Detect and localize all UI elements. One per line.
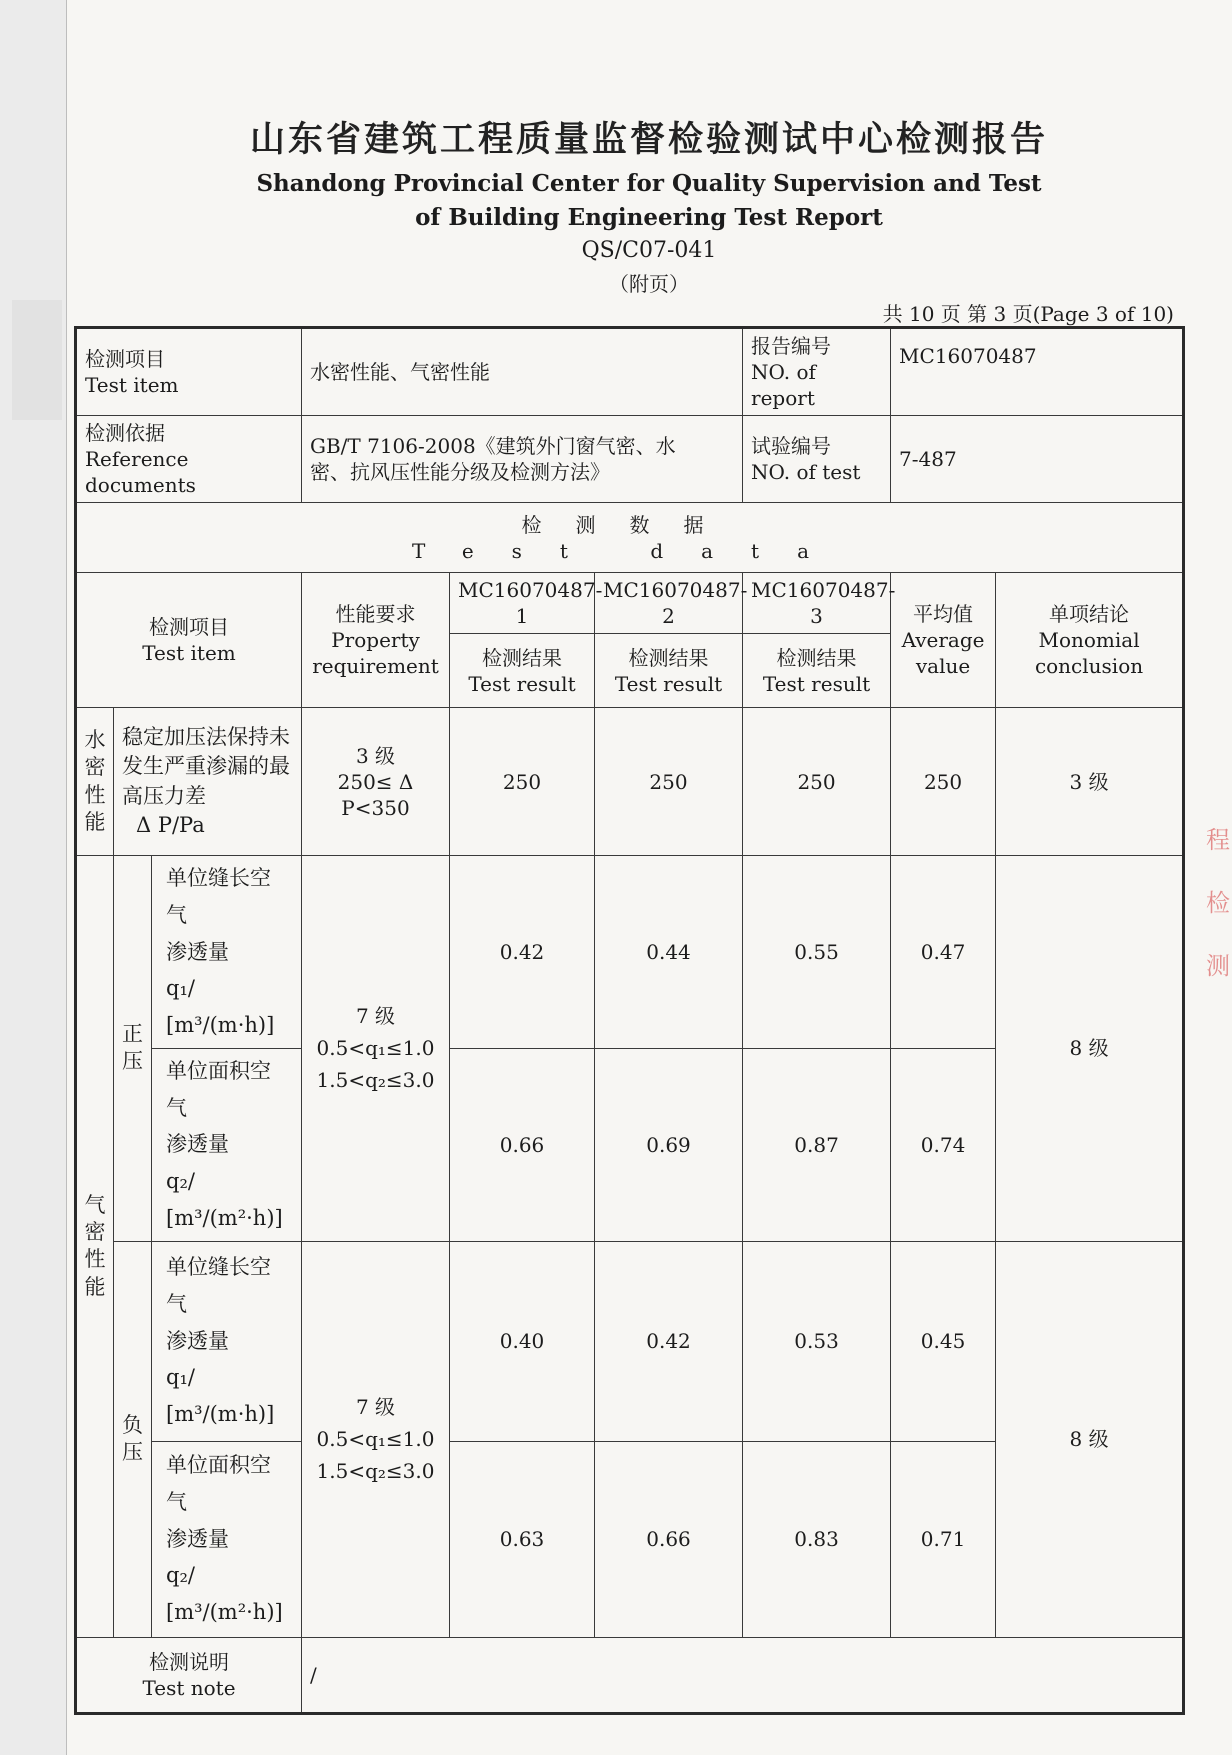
water-requirement [302,708,450,856]
air-negative-q1-row [76,1241,1184,1441]
reference-label-cn: 检测依据 [85,421,165,445]
water-req-range: 250≤ Δ P<350 [337,769,414,820]
air-group-char-3: 性 [84,1247,106,1272]
air-group-char-4: 能 [84,1274,106,1299]
negative-req-q2: 1.5<q₂≤3.0 [316,1459,435,1483]
positive-q2-unit: q₂/ [m³/(m²·h)] [166,1169,283,1230]
water-tightness-row [76,708,1184,856]
positive-char-1: 正 [122,1021,143,1046]
water-item-line3: 高压力差 [122,783,206,808]
reference-value-line2: 密、抗风压性能分级及检测方法》 [310,460,610,484]
negative-q1-value-2: 0.42 [595,1241,743,1441]
negative-q1-item [152,1241,302,1441]
report-no-label-cell [743,328,891,416]
seal-glyph-1: 程 [1206,826,1230,854]
test-no-value: 7-487 [891,416,1184,503]
negative-q1-average: 0.45 [891,1241,996,1441]
test-data-heading-row [76,503,1184,573]
col-header-average [891,573,996,708]
water-item-line4: Δ P/Pa [136,812,205,837]
report-title-en-line1: Shandong Provincial Center for Quality Supervision and Test [256,170,1042,197]
seal-glyph-3: 测 [1206,952,1230,980]
result-cn-2: 检测结果 [628,645,709,670]
positive-q1-unit: q₁/ [m³/(m·h)] [166,976,275,1037]
test-item-label-en: Test item [85,373,179,397]
water-group-char-2: 密 [84,755,106,780]
positive-q1-value-2: 0.44 [595,856,743,1049]
binding-margin [0,0,67,1755]
test-data-heading-en: Test data [412,538,847,563]
col-header-concl-en2: conclusion [1034,654,1144,678]
negative-q2-line2: 渗透量 [166,1526,229,1551]
negative-req-q1: 0.5<q₁≤1.0 [316,1427,435,1451]
positive-q1-line2: 渗透量 [166,939,229,964]
report-no-label-cn: 报告编号 [751,334,832,358]
positive-requirement [302,856,450,1242]
negative-q2-value-2: 0.66 [595,1441,743,1637]
test-note-label-cn: 检测说明 [149,1649,229,1674]
col-header-req-cn: 性能要求 [335,602,416,626]
positive-pressure-label [114,856,152,1242]
water-group-char-3: 性 [84,782,106,807]
water-group-char-1: 水 [84,727,106,752]
col-header-item-cn: 检测项目 [149,615,229,639]
negative-q2-unit: q₂/ [m³/(m²·h)] [166,1563,283,1625]
reference-value-cell [302,416,743,503]
result-en-3: Test result [762,671,871,696]
col-header-item [76,573,302,708]
water-item-line1: 稳定加压法保持未 [122,724,290,749]
test-note-label-en: Test note [142,1675,236,1700]
test-note-value: / [302,1637,1184,1713]
air-group-label [76,856,114,1638]
negative-q1-unit: q₁/ [m³/(m·h)] [166,1365,275,1427]
appendix-label: （附页） [609,272,689,296]
col-header-sample-2: MC16070487-2 [595,573,743,634]
negative-char-1: 负 [122,1412,143,1437]
col-header-concl-en1: Monomial [1038,628,1140,652]
water-value-1: 250 [450,708,595,856]
info-row-reference [76,416,1184,503]
negative-q2-item [152,1441,302,1637]
report-no-value: MC16070487 [891,328,1184,416]
water-item-cell [114,708,302,856]
col-header-sample-3: MC16070487-3 [743,573,891,634]
test-no-label-en: NO. of test [751,460,861,484]
column-header-row-1 [76,573,1184,634]
air-group-char-2: 密 [84,1219,106,1244]
negative-q1-line2: 渗透量 [166,1328,229,1353]
negative-q2-value-3: 0.83 [743,1441,891,1637]
test-note-row [76,1637,1184,1713]
test-item-label-cell [76,328,302,416]
positive-char-2: 压 [122,1049,143,1074]
seal-glyph-2: 检 [1206,889,1230,917]
positive-q1-average: 0.47 [891,856,996,1049]
positive-q2-value-2: 0.69 [595,1048,743,1241]
positive-req-level: 7 级 [355,1004,396,1029]
negative-q1-value-3: 0.53 [743,1241,891,1441]
test-data-heading-cn: 检测数据 [521,512,738,537]
col-header-avg-cn: 平均值 [913,602,974,626]
positive-req-q1: 0.5<q₁≤1.0 [316,1036,435,1061]
negative-q1-value-1: 0.40 [450,1241,595,1441]
result-en-1: Test result [468,671,576,696]
test-no-label-cn: 试验编号 [751,434,832,458]
positive-q2-line2: 渗透量 [166,1132,229,1157]
red-seal-fragment [1206,820,1232,1080]
negative-q2-line1: 单位面积空气 [166,1453,271,1514]
air-group-char-1: 气 [84,1192,106,1217]
positive-q2-average: 0.74 [891,1048,996,1241]
air-positive-q1-row [76,856,1184,1049]
col-header-requirement [302,573,450,708]
positive-req-q2: 1.5<q₂≤3.0 [316,1068,435,1093]
col-header-result-1 [450,634,595,708]
col-header-req-en2: requirement [312,654,439,678]
reference-label-cell [76,416,302,503]
reference-label-en: Reference documents [85,447,196,497]
result-cn-1: 检测结果 [482,645,562,670]
positive-q2-value-1: 0.66 [450,1048,595,1241]
col-header-result-3 [743,634,891,708]
col-header-avg-en1: Average [901,628,985,652]
positive-q1-value-3: 0.55 [743,856,891,1049]
report-title-cn: 山东省建筑工程质量监督检验测试中心检测报告 [249,119,1048,160]
positive-q1-item [152,856,302,1049]
water-value-3: 250 [743,708,891,856]
positive-q2-line1: 单位面积空气 [166,1058,271,1120]
negative-pressure-label [114,1241,152,1637]
test-report-table [74,326,1185,1715]
water-group-label [76,708,114,856]
negative-requirement [302,1241,450,1637]
result-cn-3: 检测结果 [776,645,857,670]
positive-conclusion: 8 级 [996,856,1184,1242]
col-header-req-en1: Property [331,628,420,652]
test-no-label-cell [743,416,891,503]
water-req-level: 3 级 [355,743,396,768]
col-header-avg-en2: value [915,654,971,678]
water-group-char-4: 能 [84,809,106,834]
positive-q1-value-1: 0.42 [450,856,595,1049]
test-item-value: 水密性能、气密性能 [302,328,743,416]
positive-q2-item [152,1048,302,1241]
test-data-heading [76,503,1184,573]
negative-req-level: 7 级 [355,1395,396,1419]
col-header-item-en: Test item [142,641,236,665]
water-item-line2: 发生严重渗漏的最 [122,754,290,779]
test-note-label-cell [76,1637,302,1713]
col-header-result-2 [595,634,743,708]
water-value-2: 250 [595,708,743,856]
negative-conclusion: 8 级 [996,1241,1184,1637]
water-average: 250 [891,708,996,856]
test-item-label-cn: 检测项目 [85,347,165,371]
reference-value-line1: GB/T 7106-2008《建筑外门窗气密、水 [310,434,676,458]
positive-q1-line1: 单位缝长空气 [166,866,271,927]
report-title-en-line2: of Building Engineering Test Report [415,204,883,231]
negative-q2-value-1: 0.63 [450,1441,595,1637]
result-en-2: Test result [614,671,723,696]
col-header-sample-1: MC16070487-1 [450,573,595,634]
col-header-conclusion [996,573,1184,708]
report-no-label-en: NO. of report [751,360,816,410]
positive-q2-value-3: 0.87 [743,1048,891,1241]
document-code: QS/C07-041 [581,238,717,263]
negative-char-2: 压 [122,1440,143,1464]
info-row-test-item [76,328,1184,416]
negative-q2-average: 0.71 [891,1441,996,1637]
negative-q1-line1: 单位缝长空气 [166,1255,271,1316]
page-info: 共 10 页 第 3 页(Page 3 of 10) [882,302,1174,326]
col-header-concl-cn: 单项结论 [1049,602,1130,626]
water-conclusion: 3 级 [996,708,1184,856]
